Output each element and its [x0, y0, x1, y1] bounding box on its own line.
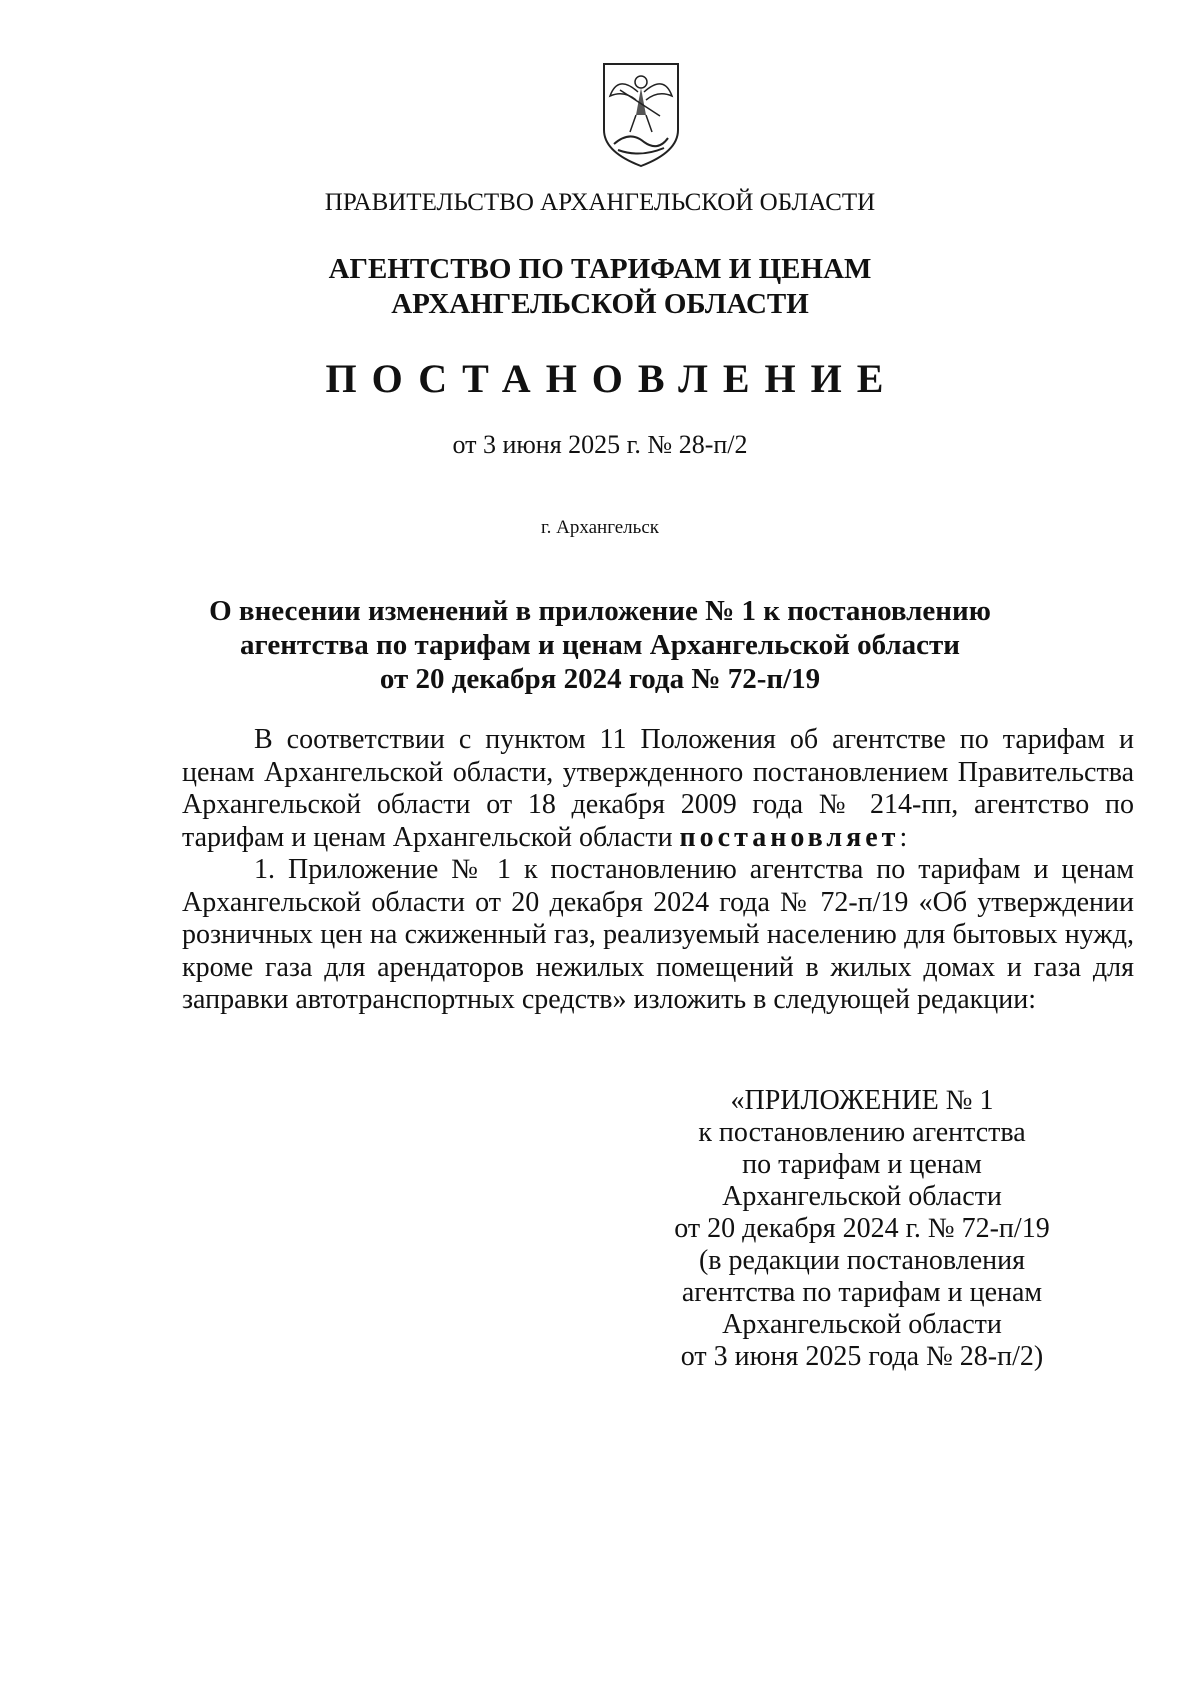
agency-name-line-1: АГЕНТСТВО ПО ТАРИФАМ И ЦЕНАМ — [328, 253, 872, 285]
appendix-line-4: Архангельской области — [722, 1181, 1002, 1212]
appendix-line-2: к постановлению агентства — [698, 1117, 1026, 1148]
appendix-line-8: Архангельской области — [722, 1309, 1002, 1340]
document-title — [0, 594, 1200, 696]
document-type: ПОСТАНОВЛЕНИЕ — [325, 356, 899, 401]
agency-name — [0, 252, 1200, 322]
paragraph-1-end: : — [899, 821, 908, 853]
document-city: г. Архангельск — [540, 517, 659, 538]
resolves-word: постановляет — [679, 821, 900, 853]
appendix-line-9: от 3 июня 2025 года № 28-п/2) — [680, 1341, 1044, 1372]
document-body — [182, 724, 1134, 1017]
document-title-line-1: О внесении изменений в приложение № 1 к постановлению — [209, 595, 991, 627]
arkhangelsk-coat-of-arms-icon — [600, 60, 682, 168]
document-date-number: от 3 июня 2025 г. № 28-п/2 — [452, 430, 748, 459]
agency-name-line-2: АРХАНГЕЛЬСКОЙ ОБЛАСТИ — [391, 288, 809, 320]
document-title-line-3: от 20 декабря 2024 года № 72-п/19 — [379, 663, 821, 695]
appendix-line-7: агентства по тарифам и ценам — [681, 1277, 1043, 1308]
body-paragraph-1 — [182, 724, 1134, 854]
body-paragraph-2: 1. Приложение № 1 к постановлению агентства по тарифам и ценам Архангельской области от 20 декабря 2024 года № 72-п/19 «Об утверждении розничных цен на сжиженный газ, реализуемый населению для бытовых нужд, кроме газа для арендаторов нежилых помещений в жилых домах и газа для заправки автотранспортных средств» изложить в следующей редакции: — [182, 854, 1134, 1015]
government-name: ПРАВИТЕЛЬСТВО АРХАНГЕЛЬСКОЙ ОБЛАСТИ — [324, 189, 876, 216]
appendix-line-5: от 20 декабря 2024 г. № 72-п/19 — [674, 1213, 1050, 1244]
paragraph-1-text: В соответствии с пунктом 11 Положения об агентстве по тарифам и ценам Архангельской области, утвержденного постановлением Правительства Архангельской области от 18 декабря 2009 года № 214-пп, агентство по тарифам и ценам Архангельской области — [182, 724, 1134, 853]
appendix-line-6: (в редакции постановления — [698, 1245, 1026, 1276]
appendix-line-3: по тарифам и ценам — [742, 1149, 982, 1180]
appendix-header — [652, 1085, 1072, 1373]
appendix-line-1: «ПРИЛОЖЕНИЕ № 1 — [730, 1085, 994, 1116]
document-title-line-2: агентства по тарифам и ценам Архангельской области — [240, 629, 960, 661]
